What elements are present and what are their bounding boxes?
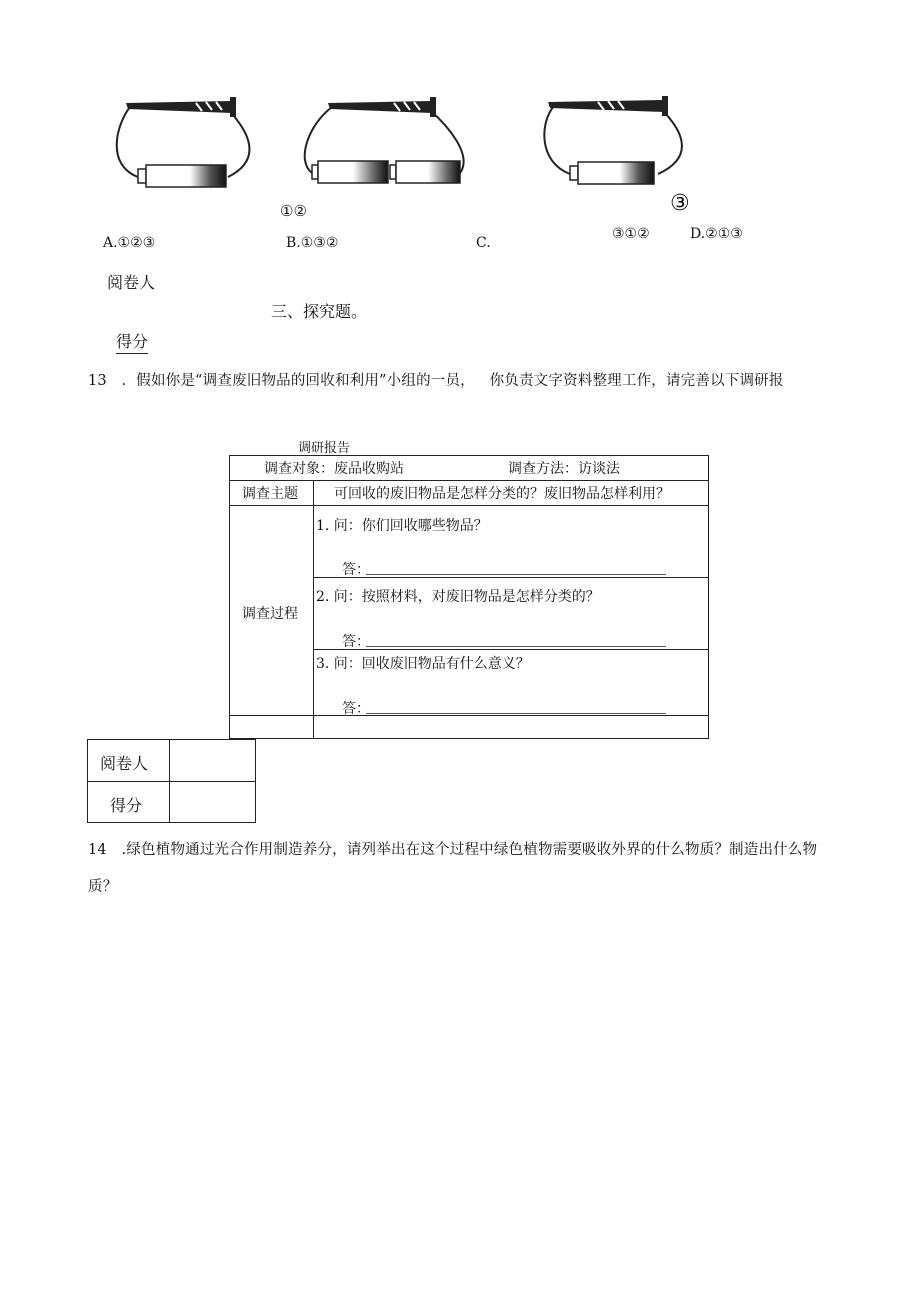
answer-2-label: 答： [342,634,370,650]
grader-box [87,739,256,823]
question-14-line2: 质？ [88,879,118,895]
circuit-label-2: ①② [280,202,307,220]
answer-1-line[interactable] [366,574,666,575]
report-object: 调查对象：废品收购站 [264,461,404,477]
answer-3-label: 答： [342,701,370,717]
report-title: 调研报告 [298,441,351,456]
answer-3-line[interactable] [366,713,666,714]
score-label: 得分 [116,329,148,354]
question-14-line1: 14 .绿色植物通过光合作用制造养分，请列举出在这个过程中绿色植物需要吸收外界的什么物质？制造出什么物 [88,842,818,858]
topic-label: 调查主题 [242,486,298,502]
circuit-figure-2 [298,95,478,195]
circuit-figure-3 [540,92,710,192]
question-13: 13 ．假如你是“调查废旧物品的回收和利用”小组的一员， 你负责文字资料整理工作，请完善以下调研报 [88,373,784,389]
circuit-label-3: ③ [670,191,690,216]
answer-2-line[interactable] [366,646,666,647]
option-b: B.①③② [286,235,339,251]
option-c: C. [476,235,491,251]
report-method: 调查方法：访谈法 [508,461,620,477]
circuit-figure-1 [108,95,268,195]
grader-reviewer-input[interactable] [170,740,256,781]
grader-score-label: 得分 [110,796,143,815]
reviewer-label: 阅卷人 [107,273,156,292]
option-a: A.①②③ [103,235,156,251]
option-c-value: ③①② [612,226,650,242]
question-2: 2. 问：按照材料，对废旧物品是怎样分类的？ [316,589,600,605]
grader-reviewer-label: 阅卷人 [100,754,149,773]
process-label: 调查过程 [242,606,298,622]
option-d: D.②①③ [690,226,743,242]
grader-score-input[interactable] [170,782,256,823]
section-title: 三、探究题。 [271,302,368,321]
topic-text: 可回收的废旧物品是怎样分类的？废旧物品怎样利用？ [334,486,670,502]
question-3: 3. 问：回收废旧物品有什么意义？ [316,656,530,672]
question-1: 1. 问：你们回收哪些物品？ [316,518,488,534]
report-table [229,455,709,739]
answer-1-label: 答： [342,562,370,578]
